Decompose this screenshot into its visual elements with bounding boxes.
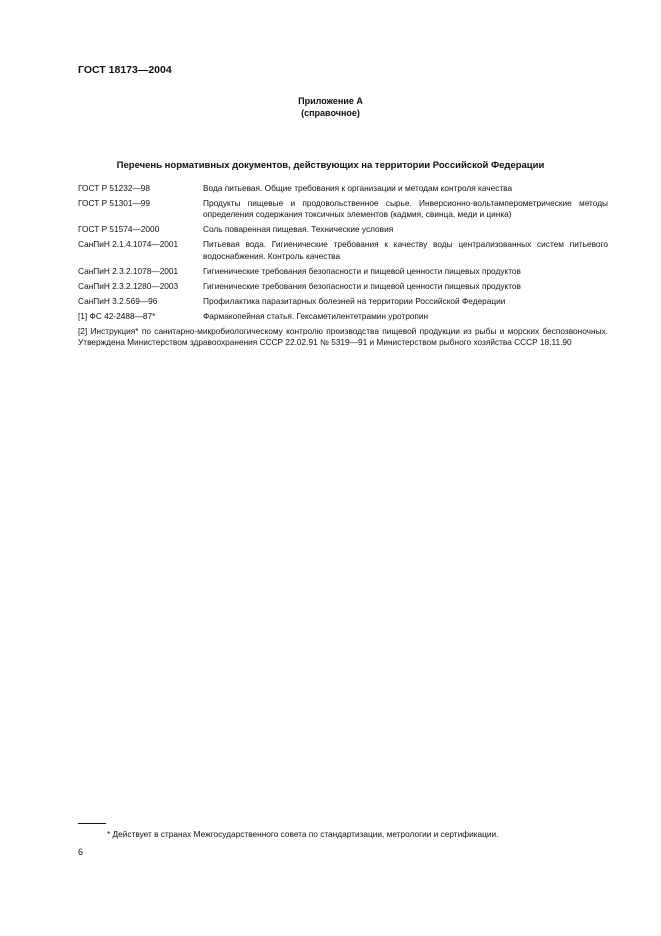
reference-row <box>78 183 608 194</box>
reference-list <box>78 183 608 352</box>
reference-code: СанПиН 2.1.4.1074—2001 <box>78 239 179 250</box>
reference-text: Фармакопейная статья. Гексаметилентетрамин уротропин <box>203 310 429 321</box>
reference-code: ГОСТ Р 51232—98 <box>78 183 151 193</box>
section-title: Перечень нормативных документов, действующих на территории Российской Федерации <box>116 160 545 171</box>
reference-code: ГОСТ Р 51574—2000 <box>78 224 160 235</box>
reference-code: ГОСТ Р 51301—99 <box>78 198 151 208</box>
appendix-heading <box>0 95 661 119</box>
reference-row <box>78 281 608 292</box>
reference-text: Соль поваренная пищевая. Технические условия <box>203 224 394 235</box>
reference-code: [1] ФС 42-2488—87* <box>78 310 156 321</box>
reference-text: Продукты пищевые и продовольственное сырье. Инверсионно-вольтамперометрические методы определения содержания токсичных элементов (кадмия, свинца, меди и цинка) <box>203 198 608 220</box>
reference-code: СанПиН 2.3.2.1280—2003 <box>78 280 179 291</box>
reference-text: Гигиенические требования безопасности и пищевой ценности пищевых продуктов <box>203 265 521 276</box>
document-header: ГОСТ 18173—2004 <box>78 64 172 76</box>
reference-row <box>78 296 608 307</box>
reference-text: Профилактика паразитарных болезней на территории Российской Федерации <box>203 295 506 306</box>
footnote-divider <box>78 823 106 824</box>
reference-text: Гигиенические требования безопасности и пищевой ценности пищевых продуктов <box>203 280 521 291</box>
reference-row <box>78 198 608 221</box>
reference-code: СанПиН 3.2.569—96 <box>78 295 158 306</box>
reference-text: Вода питьевая. Общие требования к организации и методам контроля качества <box>203 183 513 193</box>
reference-row <box>78 239 608 262</box>
instruction-text: [2] Инструкция* по санитарно-микробиологическому контролю производства пищевой продукции из рыбы и морских беспозвоночных. Утверждена Министерством здравоохранения СССР 22.02.91 № 5319—91 и Министерством рыбного хозяйства СССР 18.11.90 <box>78 325 608 348</box>
footnote: * Действует в странах Межгосударственного совета по стандартизации, метрологии и сертификации. <box>107 829 499 839</box>
reference-row <box>78 266 608 277</box>
reference-row <box>78 224 608 235</box>
appendix-label: Приложение А <box>298 96 363 106</box>
page-number: 6 <box>78 847 84 857</box>
reference-code: СанПиН 2.3.2.1078—2001 <box>78 265 179 276</box>
instruction-row <box>78 326 608 349</box>
reference-text: Питьевая вода. Гигиенические требования к качеству воды централизованных систем питьевого водоснабжения. Контроль качества <box>203 239 608 261</box>
reference-row <box>78 311 608 322</box>
appendix-type: (справочное) <box>301 108 360 118</box>
